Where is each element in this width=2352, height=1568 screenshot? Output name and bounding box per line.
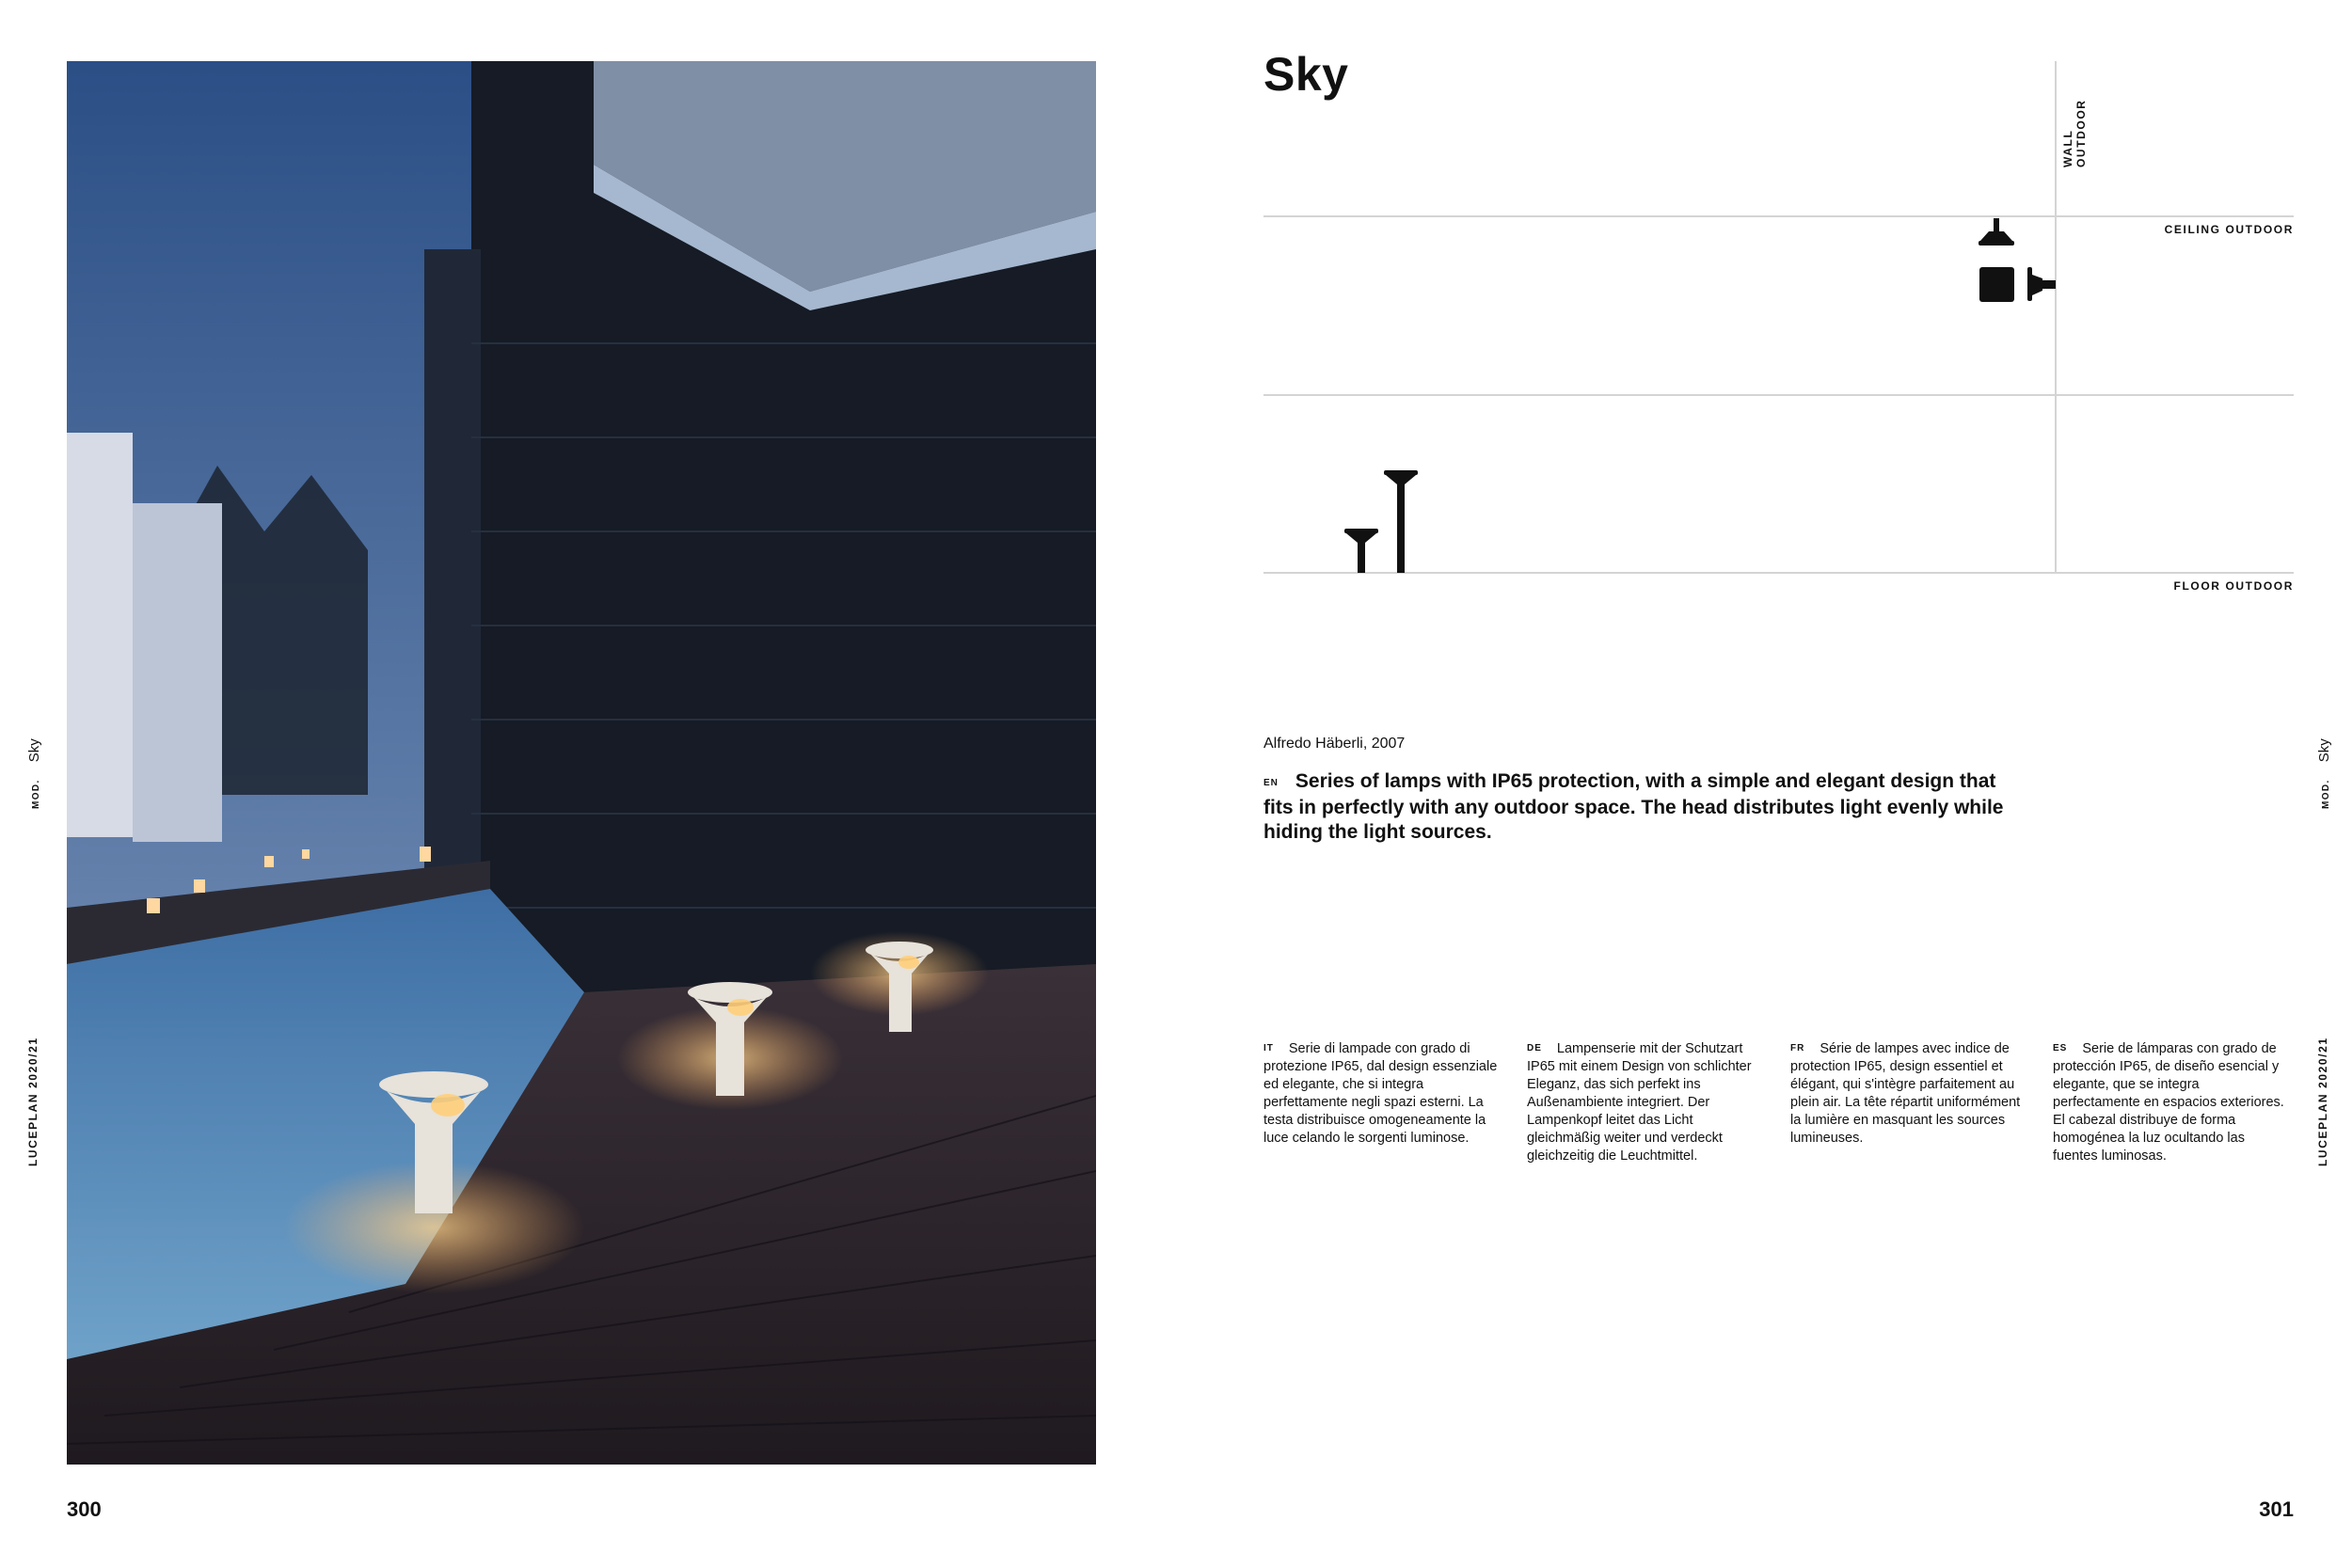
designer-credit: Alfredo Häberli, 2007 bbox=[1263, 736, 1406, 752]
installation-diagram bbox=[1263, 56, 2294, 602]
description-fr-text: Série de lampes avec indice de protection IP65, design essentiel et élégant, qui s'intègre parfaitement au plein air. La tête répartit uniformément la lumière en masquant les sources lumineuses. bbox=[1790, 1041, 2021, 1146]
square-lamp-icon bbox=[1979, 267, 2014, 302]
diagram-grid bbox=[1263, 61, 2294, 573]
lang-tag-it: IT bbox=[1263, 1043, 1274, 1053]
description-en-text: Series of lamps with IP65 protection, with a simple and elegant design that fits in perfectly with any outdoor space. The head distributes light evenly while hiding the light sources. bbox=[1263, 770, 2004, 843]
description-de bbox=[1527, 1039, 1762, 1165]
lang-tag-de: DE bbox=[1527, 1043, 1542, 1053]
side-mod-tag-right: MOD. bbox=[2321, 779, 2331, 809]
description-it-text: Serie di lampade con grado di protezione IP65, dal design essenziale ed elegante, che si integra perfettamente negli spazi esterni. La testa distribuisce omogeneamente la luce celando le sorgenti luminose. bbox=[1263, 1041, 1498, 1146]
short-bollard-icon bbox=[1344, 529, 1378, 573]
product-photo bbox=[67, 61, 1096, 1465]
ceiling-lamp-icon bbox=[1979, 218, 2014, 245]
side-model-name-right: Sky bbox=[2316, 738, 2332, 763]
floor-outdoor-label: FLOOR OUTDOOR bbox=[2173, 579, 2294, 593]
side-model-label bbox=[26, 738, 42, 809]
wall-outdoor-label: WALL OUTDOOR bbox=[2061, 99, 2088, 167]
description-en bbox=[1263, 769, 2016, 845]
lang-tag-fr: FR bbox=[1790, 1043, 1805, 1053]
ceiling-outdoor-label: CEILING OUTDOOR bbox=[2164, 223, 2294, 236]
lang-tag-en: EN bbox=[1263, 778, 1279, 788]
page-number-right: 301 bbox=[2259, 1497, 2294, 1521]
side-catalog-label-right: LUCEPLAN 2020/21 bbox=[2316, 1037, 2329, 1166]
description-it bbox=[1263, 1039, 1499, 1148]
side-mod-tag: MOD. bbox=[31, 779, 41, 809]
description-es-text: Serie de lámparas con grado de protección IP65, de diseño esencial y elegante, que se integra perfectamente en espacios exteriores. El cabezal distribuye de forma homogénea la luz ocultando las fuentes luminosas. bbox=[2053, 1041, 2284, 1164]
page-number-left: 300 bbox=[67, 1497, 102, 1521]
description-es bbox=[2053, 1039, 2288, 1165]
page-title: Sky bbox=[1263, 48, 1349, 101]
description-fr bbox=[1790, 1039, 2026, 1148]
side-model-label-right bbox=[2316, 738, 2332, 809]
side-catalog-label: LUCEPLAN 2020/21 bbox=[26, 1037, 40, 1166]
description-de-text: Lampenserie mit der Schutzart IP65 mit einem Design von schlichter Eleganz, das sich perfekt ins Außenambiente integriert. Der Lampenkopf leitet das Licht gleichmäßig weiter und verdeckt gleichzeitig die Leuchtmittel. bbox=[1527, 1041, 1752, 1164]
side-model-name: Sky bbox=[26, 738, 42, 763]
wall-lamp-icon bbox=[2027, 267, 2056, 301]
photo-illustration bbox=[67, 61, 1096, 1465]
lang-tag-es: ES bbox=[2053, 1043, 2068, 1053]
tall-bollard-icon bbox=[1384, 470, 1418, 573]
